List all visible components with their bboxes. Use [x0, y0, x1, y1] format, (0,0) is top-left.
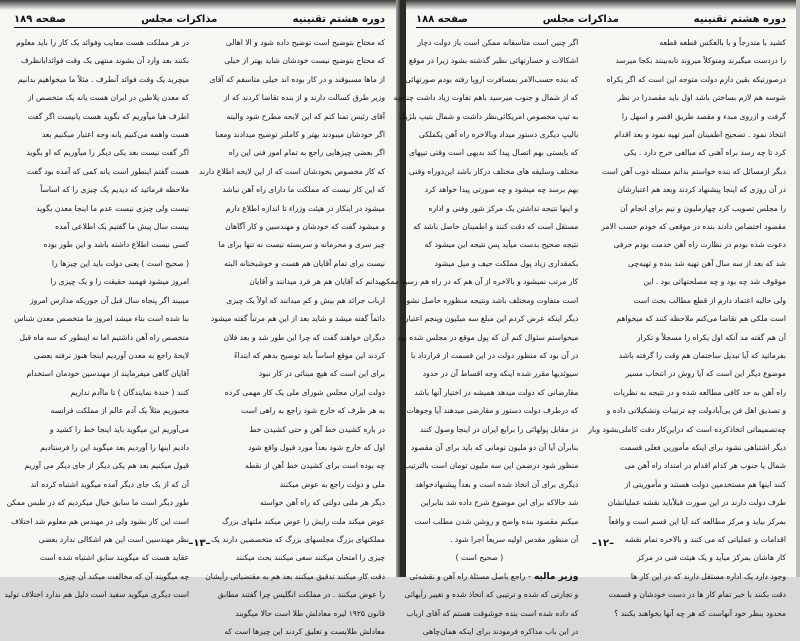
text-line: بهم برسد چه میشود و چه صورتی پیدا خواهد کرد: [424, 185, 579, 195]
text-line: میبیند اگر پنجاه سال قبل آن جوریکه مدارس امروز: [29, 295, 190, 305]
text-line: که بنده حسب‌الامر بمسافرت اروپا رفته بودم صورتهائی: [405, 74, 579, 84]
text-line: دقت کار میکنند تدقیق میکنند بعد هم به مقتضیاتی رأیشان: [205, 571, 385, 581]
text-line: چیز سری و محرمانه و سربسته نیست نه تنها برای ما: [218, 240, 385, 250]
section-line: در این باب مذاکره فرمودند برای اینکه همان‌چاهی: [422, 627, 579, 636]
text-line: معادلش طلایست و تعلیق کردند این چیزها است که: [224, 627, 385, 636]
text-line: وجود دارد یک اداره مستقل دارند که در این کار ها: [630, 571, 786, 581]
text-line: که معدن پلاطین در ایران هست یانه یک متخصص از: [27, 93, 190, 103]
text-line: چه میگویند آن که مخالفت میکند آن چیزی: [58, 571, 190, 581]
text-line: که کار مخصوص بخودشان است که از این لایحه اطلاع دارند: [199, 166, 385, 176]
text-line: بکمقداری زیاد پول مملکت حیف و میل میشود: [434, 258, 579, 268]
text-line: و میشود گفت که خودشان و مهندسین و کار آگاهان: [225, 222, 385, 232]
text-line: مقارضانی که دولت میدهد همیشه در اختیار آنها باشد: [414, 387, 579, 397]
text-line: شوسه هم لازم بساختن باشد اول باید مقصدرا در نظر: [617, 93, 786, 103]
text-line: مستقل است که دقت کنند و اطمینان حاصل باشد که: [413, 222, 579, 232]
page-number: –۱۳–: [188, 538, 211, 549]
text-line: ارباب جرائد هم بیش و کم میدانند که اولاً یک چیزی: [226, 295, 385, 305]
text-line: کنند ( خندهٔ نمایندگان ) تا ماآدم نداریم: [70, 387, 190, 397]
text-line: است متفاوت ومختلف باشد ونتیجه منظوره حاصل نشود: [403, 295, 579, 305]
text-line: و تصدیق اهل فن بی‌آبادولت چه ترتیبات وتشکیلاتی داده و: [606, 406, 786, 416]
right-page-header: [416, 14, 786, 28]
text-line: دقت بکنند با خبر تمام کار ها در دست خودشان و قسمت: [608, 590, 786, 600]
text-line: را دردست میگیرند ومتوکلاً میروند تابه‌بینند بکجا میرسد: [615, 56, 786, 66]
text-line: دیگر ازمسائل که بنده خواستم بدانم مسئله ذوب آهن است: [601, 166, 786, 176]
text-line: موقوف شد چه بود و چه مصلحتهائی بود . این: [643, 277, 786, 287]
text-line: کار مرتب نمیشود و بالاخره از آن هم که در راه هم رسید ممکن: [380, 277, 579, 287]
text-line: نیست برای تمام آقایان هم هست و خوشبختانه البته: [224, 258, 385, 268]
text-line: ( صحیح است ) یعنی دولت باید این چیزها را: [51, 258, 190, 268]
page-number: –۱۲–: [591, 538, 615, 549]
text-line: در آن روزی که اینجا پیشنهاد کردند وبعد هم اعتبارشان: [617, 185, 786, 195]
section-first-line: [381, 568, 579, 586]
text-line: کشید با متدرجاً و با بالعکس قطعه قطعه: [659, 38, 786, 47]
page-edge: [796, 0, 800, 577]
text-line: بنابرآن آیا آن دو ملیون تومانی که باید برای آن مقصود: [410, 442, 579, 452]
text-line: برای این است که هیچ مبنائی در کار نبود: [258, 369, 385, 379]
text-line: شد حالاکه برای این موضوع شرح داده شد بنابراین: [420, 498, 579, 508]
scan-shadow: [406, 0, 800, 10]
text-line: وزیر طرق کسالت دارند و از بنده تقاضا کردند که از: [223, 93, 385, 103]
text-line: کرد تا چه رسد براه آهنی که مبالغی خرج دارد . یکی: [623, 148, 786, 158]
right-page-left-column: [380, 34, 579, 636]
text-line: بمرکز بیاید و مرکز مطالعه کند آیا این قسم است و واقعاً: [608, 516, 786, 526]
text-line: به هر طرف که خارج شود راجع به راهی است: [241, 406, 385, 416]
text-line: ملی و دولت راجع به عوض میکنند: [279, 479, 385, 489]
text-line: بنا شده است بناء میشد امروز ما متخصص معدن شناس: [14, 314, 190, 324]
page-label: صفحه ۱۸۸: [416, 14, 468, 25]
session-label: دوره هشتم تقنینیه: [292, 14, 385, 25]
text-line: درصورتیکه بقین دارم دولت متوجه این است که اگر یکراه: [606, 74, 786, 84]
left-page: [0, 0, 400, 636]
text-line: هست گفتم اینطور است یانه کمی که آمده بود گفت: [26, 166, 190, 176]
text-line: مملکتهای بزرگ مجلسهای بزرگ که متخصصین دارند یک: [210, 534, 385, 544]
right-page: [380, 0, 800, 636]
text-line: است ملکی هم تقاضا می‌کنم ملاحظه کنند که میخواهم: [616, 314, 786, 324]
text-line: میکنم مقصود بنده واضح و روشن شدن مطلب است: [414, 516, 579, 526]
text-line: امروز میشود فهمید حقیقت را و یک چیزی را: [50, 277, 190, 287]
text-line: قبول میکنیم بعد هم یکی دیگر از جای دیگر می آوریم: [24, 461, 190, 471]
text-line: اقدامات و عملیاتی که می کنند و بالاخره تمام نقشه: [624, 534, 786, 544]
text-line: ولی حالیه اعتماد دارم از قطع مطالب بحث است: [633, 295, 786, 305]
text-line: نتیجه صحیح بدست میآید پس نتیجه این میشود که: [424, 240, 579, 250]
text-line: طرف دولت دارند در این صورت قبلاًباید نقشه عملیاتشان: [607, 498, 786, 508]
text-line: بکنند بعد وارد آن بشوند منتهی یک وقت فوائدابانظرف: [20, 56, 190, 66]
text-line: سیوئدیها مقرر شده اینکه وجه اقساط آن در حدود: [422, 369, 579, 379]
text-line: شمال یا جنوب هر کدام اقدام در امتداد راه آهن می: [624, 461, 786, 471]
text-line: دعوت شده بودم در نظارت راه آهن خدمت بودم حرفی: [613, 240, 786, 250]
text-line: اگر بعضی چیزهایی راجع به تمام امور فنی این راه: [228, 148, 385, 158]
running-title: مذاکرات مجلس: [141, 14, 218, 25]
text-line: که از شمال و جنوب میرسید باهم تفاوت زیاد داشت چنانچه: [393, 93, 579, 103]
text-line: اطرف هیا میآوریم که بگوید هست یانیست اگر گفت: [27, 111, 190, 121]
text-line: عقاید هست که میگویند سابق اشتباه شده است: [39, 553, 190, 563]
text-line: هست واهمه می‌کنیم یانه وجه اعتبار میکنیم بعد: [41, 130, 190, 140]
text-line: اول که خارج شود بعداً مورد قبول واقع شود: [248, 442, 385, 452]
text-line: منظور شود درضمن این سه ملیون تومان است بالترتیب: [403, 461, 579, 471]
text-line: که این کار نیست که مملکت ما دارای راه آهن نباشد: [222, 185, 385, 195]
text-line: بفرمائید که آیا تبدیل ساختمان هم وقت را گرفته باشد: [618, 350, 786, 360]
text-line: دادیم اینها را آوردیم بعد میگوید این را فرستادیم: [40, 442, 190, 452]
text-line: آن هم گفته مد آنکه اول یکراه را مسجلاً و تکرار: [636, 332, 786, 342]
text-line: مقصود اختصاص دادند بنده در موقعی که خودم حسب الامر: [601, 222, 786, 232]
speech-continuation: [381, 34, 579, 549]
text-line: کار هاشان بمرکز میآید و یک هیئت فنی در مرکز: [636, 553, 786, 563]
text-line: چه بوده است برای کشیدن خط آهن از نقطه: [245, 461, 385, 471]
page-label: صفحه ۱۸۹: [14, 14, 66, 25]
text-line: اگر چنین است متاسفانه ممکن است باز دولت دچار: [417, 38, 579, 47]
text-line: دیگر هر ملتی دولتی که راه آهن خواسته: [260, 498, 385, 508]
text-line: به تیپ مخصوص امریکائی‌نظر داشت و شمال بتیپ بلژیک: [398, 111, 579, 121]
scan-shadow: [0, 0, 399, 10]
text-line: نیست ولی چیزی نیست عدم ما اینجا معدن بگوید: [36, 203, 190, 213]
text-line: که بایستی بهم اتصال پیدا کند بدیهی است وقتی تیپهای: [408, 148, 579, 158]
text-line: که درطرف دولت دستور و مقارضی میدهند آیا وجوهات: [406, 406, 579, 416]
text-line: بیست سال پیش ما گفتیم یک اطلاعی آمده: [55, 222, 190, 232]
text-line: آن منظور مقدس اولیه سریعاً اجرا شود .: [450, 534, 579, 544]
approval-note: ( صحیح است ): [455, 553, 504, 563]
text-line: از ماها مسبوقند و در کار بوده اند خیلی متاسفم که آقای: [209, 74, 385, 84]
text-line: میخواستم سئوال کنم آن که پول موقع در مجلس شده بود: [397, 332, 579, 342]
section-line: – راجع باصل مسئلهٔ راه آهن و نقشه‌ئی: [409, 571, 532, 581]
text-line: است دیگری میگوید سفید است دلیل هم ندارد اختلاف تولید: [4, 590, 190, 600]
text-line: متخصص راه آهن داشتیم اما نه اینطور که سه ماه قبل: [19, 332, 190, 342]
text-line: می‌آوریم این میگوید باید اینجا خط را کشید و: [49, 424, 190, 434]
text-line: که محتاج بتوضیح نیست خودشان شاید بهتر از خیلی: [224, 56, 385, 66]
text-line: موضوع دیگر این است که آیا روش در انتخاب مسیر: [625, 369, 786, 379]
text-line: است این کار بشود ولی در مهندس هم معلوم شد اختلاف: [10, 516, 190, 526]
left-page-header: [14, 14, 385, 28]
text-line: راه آهن به‌ حد کافی مطالعه شده و در نتیجه به نظریات: [613, 387, 786, 397]
text-line: آقایان گاهی میفرمایند از مهندسین خودمان استخدام: [26, 369, 190, 379]
text-line: کنند اینها هم مستخدمین دولت هستند و مأموریتی از: [624, 479, 786, 489]
text-line: دیگری برای آن اتخاذ شده است و بعداً پیشنهادخواهد: [415, 479, 579, 489]
text-line: طور دیگر است ما سابق خیال میکردیم که در طبس ممکن: [6, 498, 190, 508]
text-line: دولت ایران مجلس شورای ملی یک کار مهمی کرده: [224, 387, 385, 397]
text-line: لایحهٔ راجع به معدن آوردیم اینجا هنوز نرفته بعضی: [33, 350, 190, 360]
text-line: کسی نیست اطلاع داشته باشد و این طور بوده: [43, 240, 190, 250]
text-line: در هر مملکت هست معایب وفوائد یک کار را باید معلوم: [16, 38, 190, 47]
text-line: محدود بنظر خود آنهاست که هر چه آنها بخواهند بکنند ؟: [614, 608, 786, 618]
section-line: و تجارتی که شده و ترتیبی که اتخاذ شده و تغییر رأیهائی: [404, 590, 579, 600]
text-line: اگر خودشان میبودند بهتر و کاملتر توضیح میدادند ومعنا: [215, 130, 385, 140]
text-line: چه‌تصمیماتی اتخاذکرده است که دراین‌کار دقت کاملی‌بشود وبار: [588, 424, 786, 434]
text-line: که محتاج بتوضیح است توضیح داده شود و الا اهالی: [225, 38, 385, 47]
text-line: دیگر اینکه عرض کردم این مبلغ سه میلیون وپنجم اعتبار: [404, 314, 579, 324]
text-line: انتخاذ نمود . تصحیح اطمینان آمیز تهیه نمود و بعد اقدام: [614, 130, 786, 140]
left-page-left-column: [4, 34, 190, 600]
text-line: عوض میکند ملت رایش را عوض میکند ملتهای بزرگ: [221, 516, 385, 526]
running-title: مذاکرات مجلس: [542, 14, 619, 25]
text-line: در مقابل پولهائی را برابع ایران در اینجا وصول کنند: [419, 424, 579, 434]
text-line: را عوض میکنند . در مملکت انگلیس چرا گفتند مطابق: [217, 590, 385, 600]
text-line: را مجلس تصویب کرد چهارملیون و نیم برای انجام آن: [620, 203, 786, 213]
speaker-name: وزیر مالیه: [533, 571, 579, 582]
text-line: در باره کشیدن خط آهن و حتی کشیدن خط: [249, 424, 385, 434]
text-line: آقای رئیس تمنا کنم که این لایحه مطرح شود والبته: [226, 111, 385, 121]
session-label: دوره هشتم تقنینیه: [693, 14, 786, 25]
text-line: دیگر اشتباهی نشود برای اینکه مأمورین فعلی قسمت: [619, 442, 786, 452]
text-line: قانون ۱۹۲۵ لیره معادلش طلا است حالا میگویند: [235, 608, 385, 618]
text-line: میدانم که آقایان هم هر فرد میدانند و آقایان: [249, 277, 385, 287]
text-line: شد که بعد از سه سال آهن تهیه شد بنده و تهیه‌چی: [627, 258, 786, 268]
text-line: ملاحظه فرمائید که دیدیم یک چیزی را که اساساً: [40, 185, 190, 195]
text-line: اشکالات و خسارتهائی نظیر گذشته بشود زیرا در موقع: [408, 56, 579, 66]
text-line: مجبوریم مثلاً یک آدم عالم از مملکت فرانسه: [50, 406, 190, 416]
text-line: دائماً گفته میشد و شاید بعد از این هم مرتباً گفته میشود: [210, 314, 385, 324]
section-line: که داده شده است بنده خوشوقت هستم که آقای ارباب: [406, 608, 579, 618]
text-line: در آن بود که منظور دولت در این قسمت از قرارداد با: [410, 350, 579, 360]
text-line: میشود در اینکار در هیئت وزراء تا اندازه اطلاع دارم: [225, 203, 385, 213]
text-line: چیزی را امتحان میکنند سعی میکنند بحث میکنند: [235, 553, 385, 563]
text-line: کردند این موقع اساساً باید توضیح بدهم که ابتداءً: [234, 350, 385, 360]
text-line: آن که از یک جای دیگر آمده میگوید اشتباه کرده اند: [30, 479, 190, 489]
text-line: گرفت و ازروی مبدء و مقصد طریق اقصر و اسهل را: [621, 111, 786, 121]
text-line: مختلف وسلیقه های مختلف درکار باشد این‌دوراه وقتی: [408, 166, 579, 176]
text-line: نظر مهندسین است این هم اشکالی ندارد بعضی: [38, 534, 190, 544]
text-line: اگر گفت نیست بعد یکی دیگر را میآوریم که او بگوید: [26, 148, 190, 158]
text-line: میچربد یک وقت فوائد آنطرف . مثلاً ما میخواهیم بدانیم: [17, 74, 190, 84]
text-line: و اینها نتیجه نداشتن یک مرکز شور وفنی و اداره: [428, 203, 579, 213]
text-line: بالیپ دیگری دستور میداد وبالاخره راه آهن یکملکی: [418, 130, 579, 140]
text-line: دیگران خواهند گفت که چرا این طور شد و بعد فلان: [223, 332, 385, 342]
